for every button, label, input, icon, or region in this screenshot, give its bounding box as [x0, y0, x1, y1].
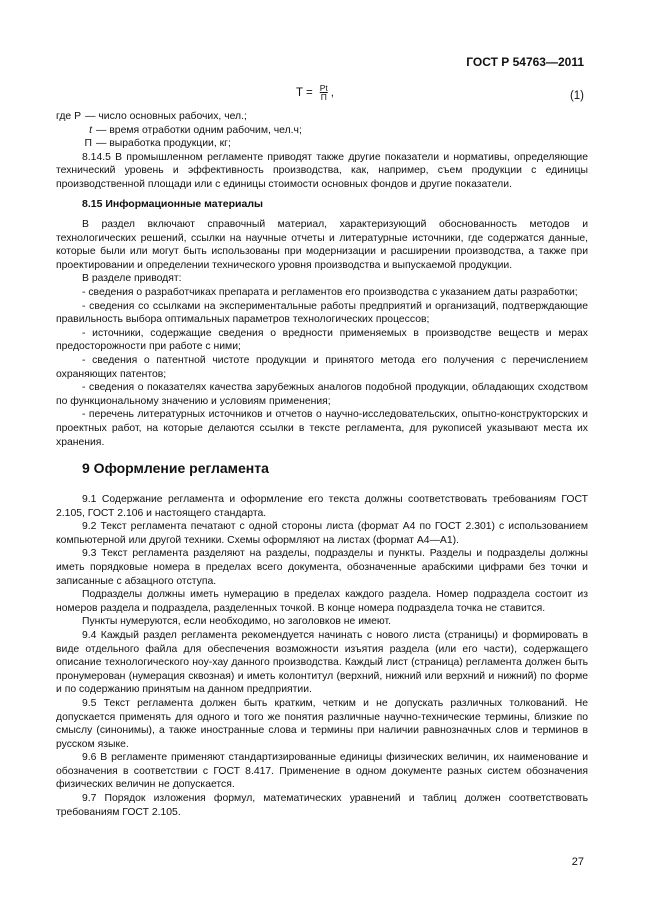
formula-fraction	[319, 84, 329, 102]
definition-text: — число основных рабочих, чел.;	[85, 111, 247, 122]
heading-9: 9 Оформление регламента	[82, 460, 269, 476]
page-number: 27	[571, 856, 584, 868]
paragraph-8-15-lead: В разделе приводят:	[82, 273, 182, 285]
paragraph-9-3-subsections: Подразделы должны иметь нумерацию в пределах каждого раздела. Номер подраздела состоит из номеров раздела и подраздела, разделенных точкой. В конце номера подраздела точка не ставится.	[56, 589, 588, 614]
section-8-15-body	[56, 218, 588, 449]
definitions-block	[56, 110, 588, 192]
definition-symbol: Р	[74, 111, 82, 122]
definition-symbol: t	[89, 124, 92, 136]
definitions-list	[56, 110, 588, 151]
paragraph-9-7: 9.7 Порядок изложения формул, математических уравнений и таблиц должен соответствовать требованиям ГОСТ 2.105.	[56, 793, 588, 818]
paragraph-8-14-5: 8.14.5 В промышленном регламенте приводят также другие показатели и нормативы, определяющие технический уровень и эффективность производства, как, например, съем продукции с единицы производственной площади или с единицы стоимости основных фондов и другие показатели.	[56, 151, 588, 190]
paragraph-9-5: 9.5 Текст регламента должен быть кратким, четким и не допускать различных толкований. Не допускается применять для одного и того же понятия различные научно-технические термины, близкие по смыслу (синонимы), а также иностранные слова и термины при наличии равнозначных слов и терминов в русском языке.	[56, 697, 588, 750]
equation-number: (1)	[569, 90, 584, 102]
paragraph-9-4: 9.4 Каждый раздел регламента рекомендуется начинать с нового листа (страницы) и формировать в виде отдельного файла для обеспечения возможности изъятия раздела (или его части), содержащего описание технологического ноу-хау данного производства. Каждый лист (страница) регламента должен быть пронумерован (нумерация сквозная) и иметь колонтитул (верхний, нижний или верхний и нижний) по форме и по содержанию принятым на данном предприятии.	[56, 629, 588, 696]
list-item: - сведения о показателях качества зарубежных аналогов подобной продукции, обладающих сходством по функциональному значению и условиям применения;	[56, 382, 588, 407]
section-9-body	[56, 493, 588, 819]
list-item: - источники, содержащие сведения о вредности применяемых в производстве веществ и мерах предосторожности при работе с ними;	[56, 327, 588, 353]
formula	[296, 84, 334, 102]
document-code: ГОСТ Р 54763—2011	[466, 55, 584, 69]
heading-8-15: 8.15 Информационные материалы	[82, 198, 263, 210]
definition-row	[56, 110, 588, 124]
paragraph-9-3: 9.3 Текст регламента разделяют на разделы, подразделы и пункты. Разделы и подразделы должны иметь порядковые номера в пределах всего документа, обозначенные арабскими цифрами без точки и записанные с абзацного отступа.	[56, 548, 588, 587]
formula-numerator: Pt	[319, 83, 328, 93]
definition-symbol: П	[84, 138, 92, 150]
definition-row	[56, 124, 588, 138]
list-item: - перечень литературных источников и отчетов о научно-исследовательских, опытно-конструкторских и проектных работ, на которые делаются ссылки в тексте регламента, для рукописей указывают места их хранения.	[56, 409, 588, 448]
list-item: - сведения о разработчиках препарата и регламентов его производства с указанием даты разработки;	[82, 286, 578, 298]
paragraph-9-6: 9.6 В регламенте применяют стандартизированные единицы физических величин, их наименование и обозначения в соответствии с ГОСТ 8.417. Применение в одном документе разных систем обозначения физических величин не допускается.	[56, 752, 588, 791]
list-item: - сведения о патентной чистоте продукции и принятого метода его получения с перечислением охраняющих патентов;	[56, 354, 588, 380]
definitions-intro: где	[56, 111, 72, 122]
formula-suffix: ,	[330, 87, 334, 99]
section-9-heading-block	[56, 462, 588, 476]
definition-text: — время отработки одним рабочим, чел.ч;	[96, 124, 302, 136]
formula-lhs: T =	[296, 87, 313, 99]
paragraph-9-1: 9.1 Содержание регламента и оформление его текста должны соответствовать требованиям ГОСТ 2.105, ГОСТ 2.106 и настоящего стандарта.	[56, 494, 588, 519]
paragraph-8-15-intro: В раздел включают справочный материал, характеризующий обоснованность методов и технологических решений, ссылки на научные отчеты и литературные источники, где содержатся данные, которые были или могут быть использованы при модернизации и расширении производства, а также при проектировании и определении технического уровня производства и выпускаемой продукции.	[56, 219, 588, 271]
paragraph-9-3-items: Пункты нумеруются, если необходимо, но заголовков не имеют.	[82, 616, 391, 628]
list-item: - сведения со ссылками на экспериментальные работы предприятий и организаций, подтверждающие правильность выбора оптимальных параметров технологических процессов;	[56, 300, 588, 326]
section-8-15	[56, 198, 588, 212]
definition-text: — выработка продукции, кг;	[96, 138, 231, 150]
definition-row	[56, 137, 588, 151]
paragraph-9-2: 9.2 Текст регламента печатают с одной стороны листа (формат А4 по ГОСТ 2.301) с использованием компьютерной или другой техники. Схемы оформляют на листах (формат А4—А1).	[56, 521, 588, 546]
formula-denominator: П	[320, 92, 327, 102]
